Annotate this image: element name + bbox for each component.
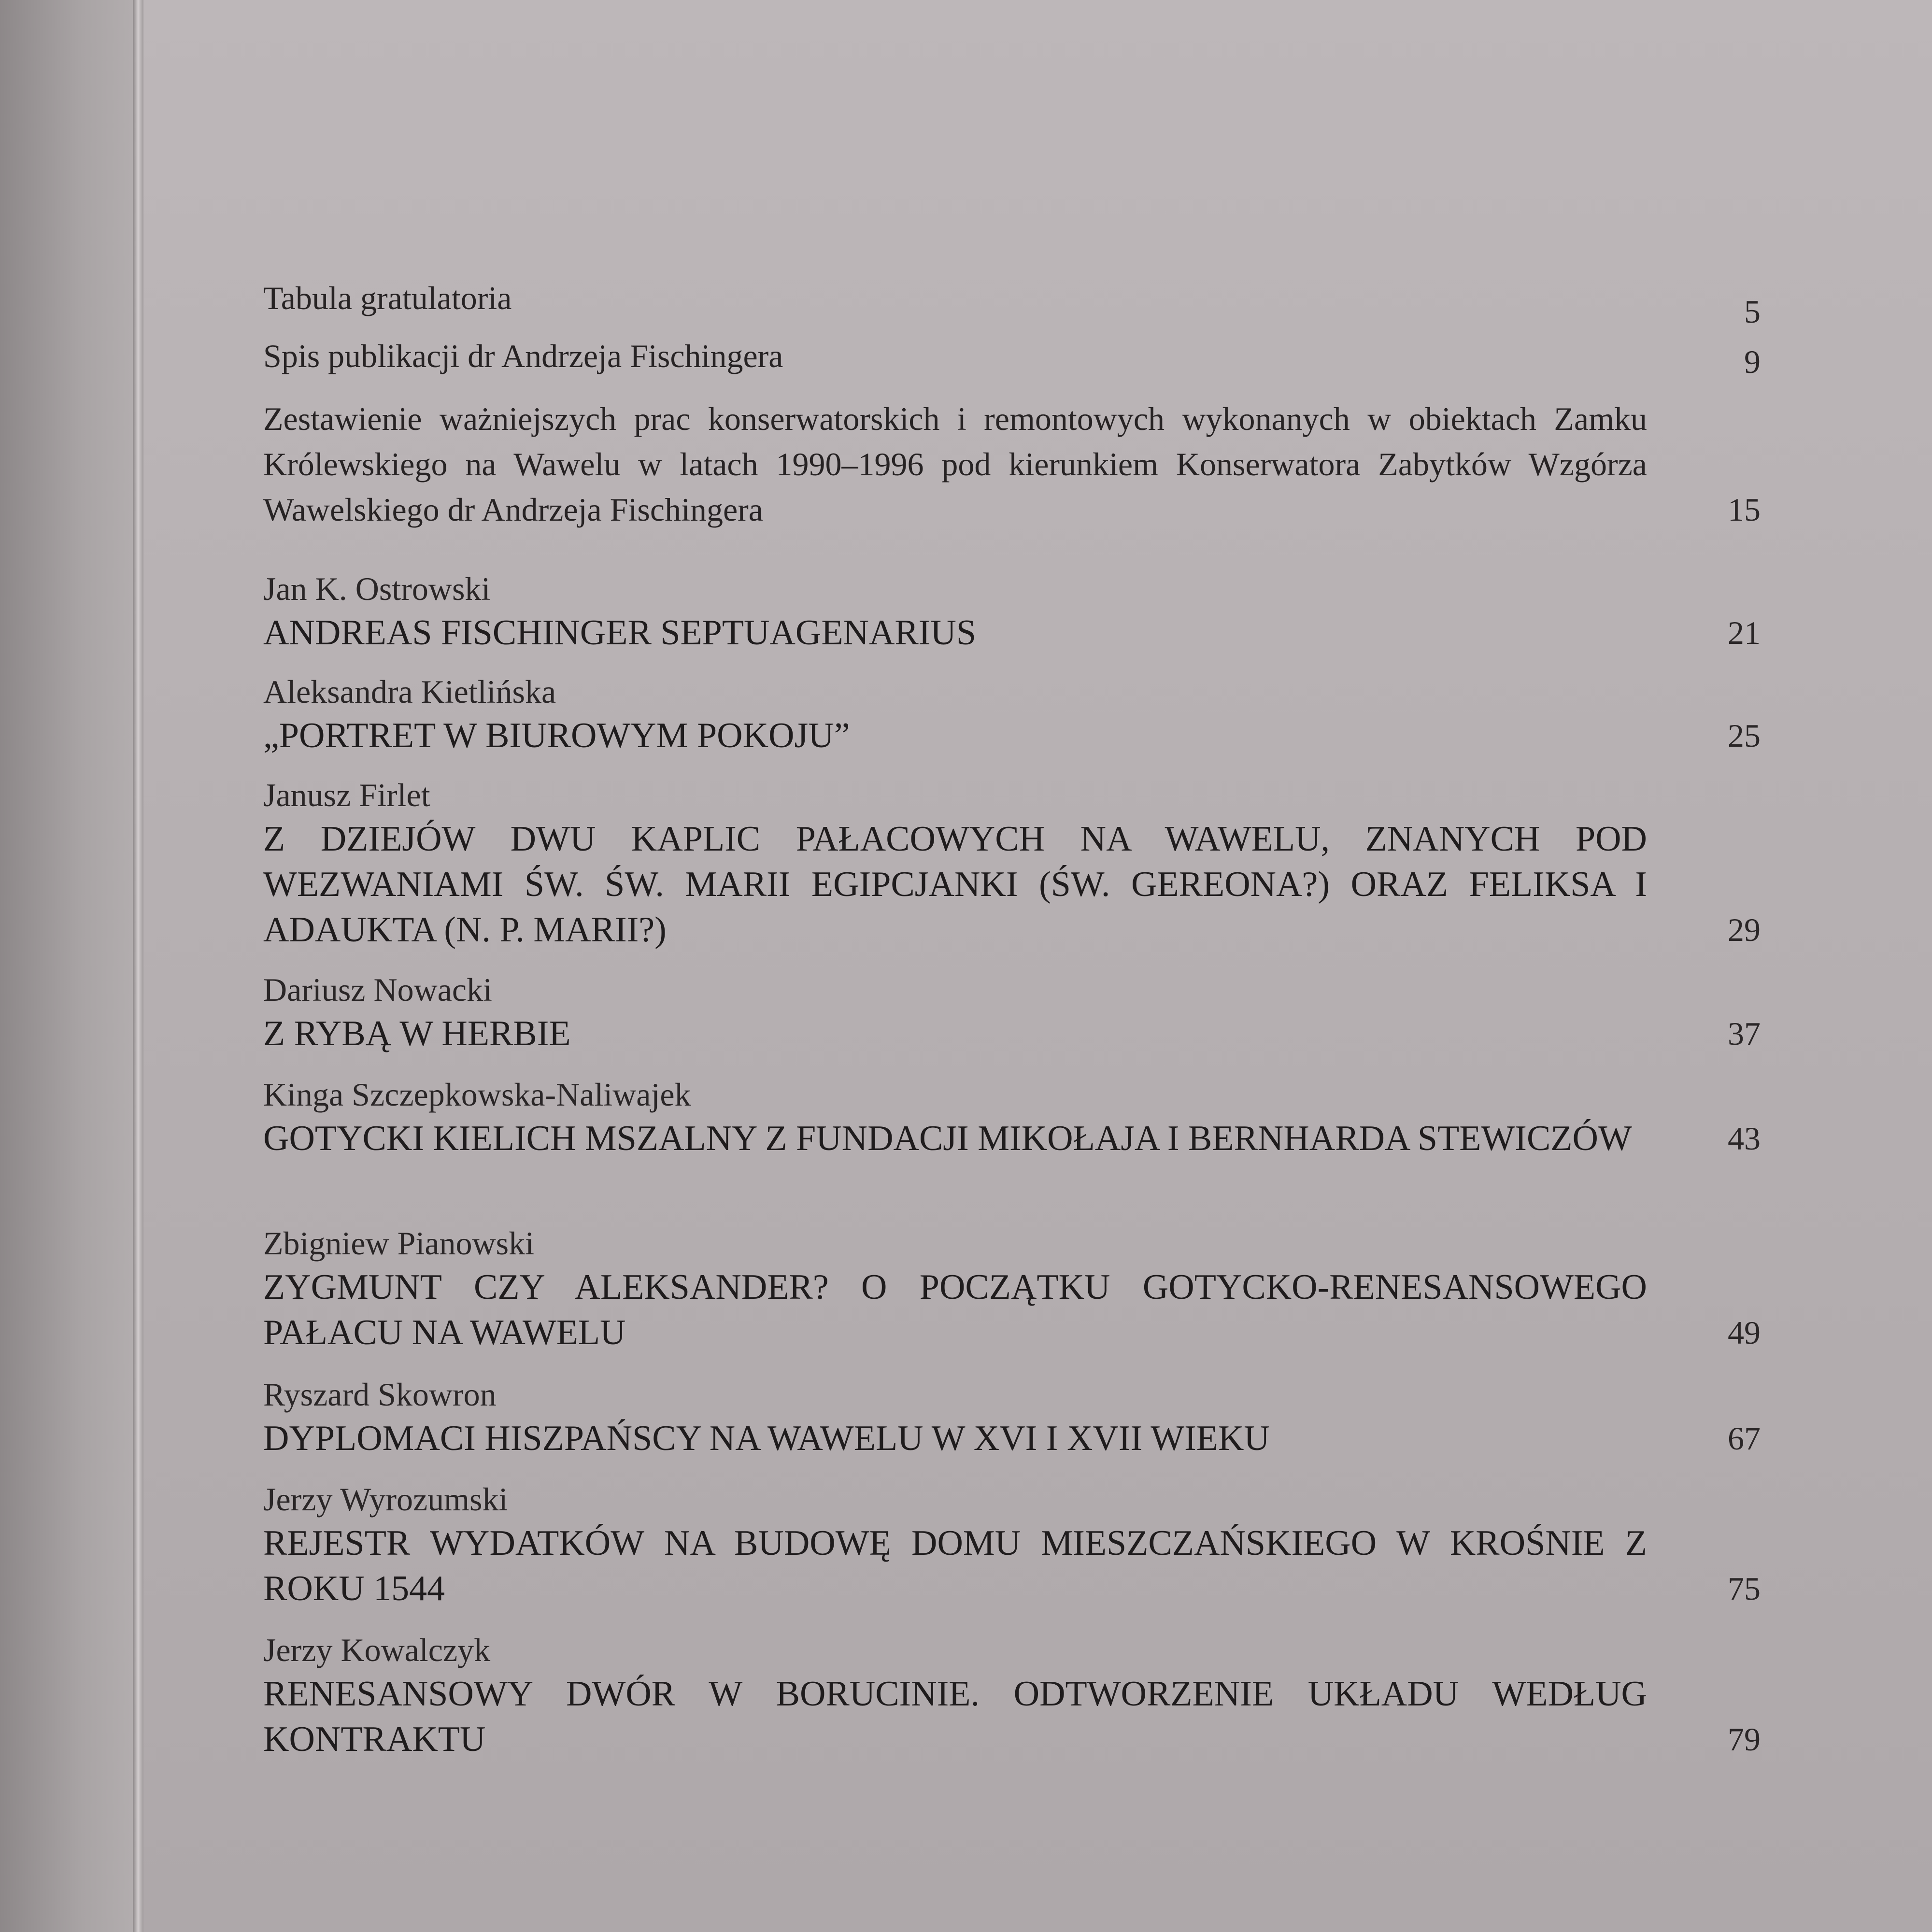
toc-front-item	[263, 333, 1761, 379]
entry-title: ANDREAS FISCHINGER SEPTUAGENARIUS	[263, 613, 977, 653]
entry-author: Janusz Firlet	[263, 777, 430, 813]
toc-front-text: Tabula gratulatoria	[263, 280, 512, 316]
entry-title: Z RYBĄ W HERBIE	[263, 1014, 571, 1053]
toc-entry	[263, 1373, 1761, 1461]
entry-author: Aleksandra Kietlińska	[263, 673, 556, 710]
toc-entry	[263, 1629, 1761, 1762]
toc-page-number: 43	[1728, 1120, 1761, 1157]
toc-page-number: 79	[1728, 1721, 1761, 1758]
toc-entry	[263, 968, 1761, 1056]
toc-page-number: 25	[1728, 717, 1761, 754]
toc-front-text: Spis publikacji dr Andrzeja Fischingera	[263, 338, 783, 374]
entry-title: „PORTRET W BIUROWYM POKOJU”	[263, 716, 850, 755]
toc-entry	[263, 670, 1761, 758]
entry-author: Kinga Szczepkowska-Naliwajek	[263, 1076, 691, 1113]
entry-title: Z DZIEJÓW DWU KAPLIC PAŁACOWYCH NA WAWELU, ZNANYCH POD WEZWANIAMI ŚW. ŚW. MARII EGIPCJANKI (ŚW. GEREONA?) ORAZ FELIKSA I ADAUKTA (N. P. MARII?)	[263, 819, 1647, 950]
toc-front-item	[263, 396, 1761, 532]
toc-page-number: 5	[1744, 293, 1761, 330]
toc-page-number: 75	[1728, 1570, 1761, 1607]
toc-page-number: 37	[1728, 1015, 1761, 1052]
toc-page-number: 15	[1728, 491, 1761, 528]
entry-title: GOTYCKI KIELICH MSZALNY Z FUNDACJI MIKOŁAJA I BERNHARDA STEWICZÓW	[263, 1119, 1632, 1158]
entry-title: ZYGMUNT CZY ALEKSANDER? O POCZĄTKU GOTYCKO-RENESANSOWEGO PAŁACU NA WAWELU	[263, 1267, 1647, 1352]
toc-entry	[263, 1222, 1761, 1355]
entry-author: Ryszard Skowron	[263, 1376, 497, 1413]
toc-entry	[263, 1073, 1761, 1161]
entry-author: Jan K. Ostrowski	[263, 570, 491, 607]
entry-title: DYPLOMACI HISZPAŃSCY NA WAWELU W XVI I XVII WIEKU	[263, 1419, 1270, 1458]
facing-page-edge	[0, 0, 138, 1932]
toc-page-number: 9	[1744, 343, 1761, 380]
entry-author: Jerzy Wyrozumski	[263, 1481, 508, 1518]
toc-front-item	[263, 275, 1761, 330]
toc-entry	[263, 1478, 1761, 1611]
toc-page-number: 21	[1728, 614, 1761, 651]
entry-author: Jerzy Kowalczyk	[263, 1632, 491, 1668]
entry-author: Zbigniew Pianowski	[263, 1225, 534, 1262]
toc-entry	[263, 774, 1761, 952]
toc-page-number: 29	[1728, 911, 1761, 948]
entry-title: RENESANSOWY DWÓR W BORUCINIE. ODTWORZENIE UKŁADU WEDŁUG KONTRAKTU	[263, 1674, 1647, 1759]
toc-front-text: Zestawienie ważniejszych prac konserwatorskich i remontowych wykonanych w obiektach Zamku Królewskiego na Wawelu w latach 1990–1996 pod kierunkiem Konserwatora Zabytków Wzgórza Wawelskiego dr Andrzeja Fischingera	[263, 400, 1647, 528]
book-gutter	[133, 0, 143, 1932]
entry-title: REJESTR WYDATKÓW NA BUDOWĘ DOMU MIESZCZAŃSKIEGO W KROŚNIE Z ROKU 1544	[263, 1523, 1647, 1608]
toc-entry	[263, 568, 1761, 655]
toc-page-number: 67	[1728, 1420, 1761, 1457]
entry-author: Dariusz Nowacki	[263, 971, 492, 1008]
toc-page-number: 49	[1728, 1314, 1761, 1351]
